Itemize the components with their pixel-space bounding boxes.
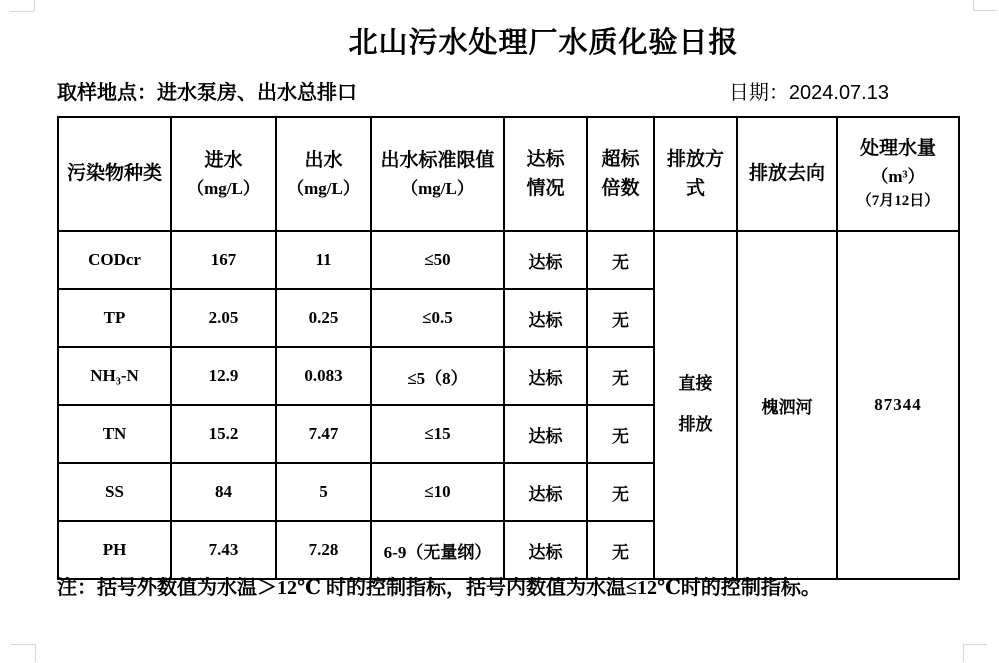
outflow-cell: 5 bbox=[276, 463, 371, 521]
header-line: 污染物种类 bbox=[66, 163, 162, 185]
outflow-cell: 7.28 bbox=[276, 521, 371, 579]
sampling-location-label: 取样地点：进水泵房、出水总排口 bbox=[57, 82, 357, 104]
outflow-cell: 11 bbox=[276, 231, 371, 289]
header-line: 情况 bbox=[526, 178, 565, 199]
exceed-cell: 无 bbox=[587, 521, 654, 579]
header-date-note: （7月12日） bbox=[856, 193, 940, 210]
compliance-cell: 达标 bbox=[504, 463, 587, 521]
inflow-cell: 7.43 bbox=[171, 521, 276, 579]
header-pollutant-type bbox=[58, 117, 171, 231]
header-line: 达标 bbox=[526, 148, 565, 170]
pollutant-cell: SS bbox=[58, 463, 171, 521]
header-exceed-multiple bbox=[587, 117, 654, 231]
page-title: 北山污水处理厂水质化验日报 bbox=[348, 27, 739, 59]
exceed-cell: 无 bbox=[587, 405, 654, 463]
exceed-cell: 无 bbox=[587, 289, 654, 347]
header-line: 排放方 bbox=[666, 148, 724, 170]
compliance-cell: 达标 bbox=[504, 347, 587, 405]
compliance-cell: 达标 bbox=[504, 521, 587, 579]
limit-cell: ≤0.5 bbox=[371, 289, 504, 347]
limit-cell: ≤50 bbox=[371, 231, 504, 289]
limit-cell: ≤15 bbox=[371, 405, 504, 463]
header-unit: （m³） bbox=[871, 166, 925, 186]
header-line: 进水 bbox=[204, 150, 243, 172]
exceed-cell: 无 bbox=[587, 231, 654, 289]
header-line: 处理水量 bbox=[859, 138, 936, 160]
water-quality-table bbox=[57, 116, 960, 580]
inflow-cell: 167 bbox=[171, 231, 276, 289]
header-line: 排放去向 bbox=[748, 163, 825, 185]
header-inflow bbox=[171, 117, 276, 231]
table-row-codcr bbox=[58, 231, 959, 289]
outflow-cell: 0.25 bbox=[276, 289, 371, 347]
limit-cell: 6-9（无量纲） bbox=[371, 521, 504, 579]
header-outflow bbox=[276, 117, 371, 231]
header-discharge-destination bbox=[737, 117, 837, 231]
header-outflow-limit bbox=[371, 117, 504, 231]
outflow-cell: 0.083 bbox=[276, 347, 371, 405]
header-treated-volume bbox=[837, 117, 959, 231]
discharge-method-line: 直接 bbox=[678, 374, 713, 394]
header-discharge-method bbox=[654, 117, 737, 231]
pollutant-cell: NH₃-N bbox=[58, 347, 171, 405]
header-line: 倍数 bbox=[601, 178, 640, 199]
outflow-cell: 7.47 bbox=[276, 405, 371, 463]
compliance-cell: 达标 bbox=[504, 405, 587, 463]
discharge-method-line: 排放 bbox=[678, 415, 713, 434]
limit-cell: ≤10 bbox=[371, 463, 504, 521]
limit-cell: ≤5（8） bbox=[371, 347, 504, 405]
footnote: 注：括号外数值为水温＞12℃ 时的控制指标，括号内数值为水温≤12℃时的控制指标。 bbox=[57, 577, 821, 599]
inflow-cell: 12.9 bbox=[171, 347, 276, 405]
header-line: 超标 bbox=[601, 148, 640, 170]
exceed-cell: 无 bbox=[587, 347, 654, 405]
pollutant-cell: TN bbox=[58, 405, 171, 463]
exceed-cell: 无 bbox=[587, 463, 654, 521]
table-header-row bbox=[58, 117, 959, 231]
compliance-cell: 达标 bbox=[504, 289, 587, 347]
subheader-row bbox=[57, 76, 889, 105]
inflow-cell: 15.2 bbox=[171, 405, 276, 463]
header-unit: （mg/L） bbox=[187, 178, 260, 198]
inflow-cell: 2.05 bbox=[171, 289, 276, 347]
treated-volume-cell: 87344 bbox=[837, 231, 959, 579]
discharge-method-cell bbox=[654, 231, 737, 579]
header-line: 出水 bbox=[304, 150, 343, 172]
discharge-destination-cell: 槐泗河 bbox=[737, 231, 837, 579]
header-line: 出水标准限值 bbox=[380, 150, 495, 172]
header-unit: （mg/L） bbox=[401, 178, 474, 198]
inflow-cell: 84 bbox=[171, 463, 276, 521]
header-line: 式 bbox=[685, 178, 705, 199]
report-date-label: 日期：2024.07.13 bbox=[728, 82, 889, 104]
pollutant-cell: TP bbox=[58, 289, 171, 347]
compliance-cell: 达标 bbox=[504, 231, 587, 289]
pollutant-cell: CODcr bbox=[58, 231, 171, 289]
header-unit: （mg/L） bbox=[287, 178, 360, 198]
pollutant-cell: PH bbox=[58, 521, 171, 579]
header-compliance bbox=[504, 117, 587, 231]
